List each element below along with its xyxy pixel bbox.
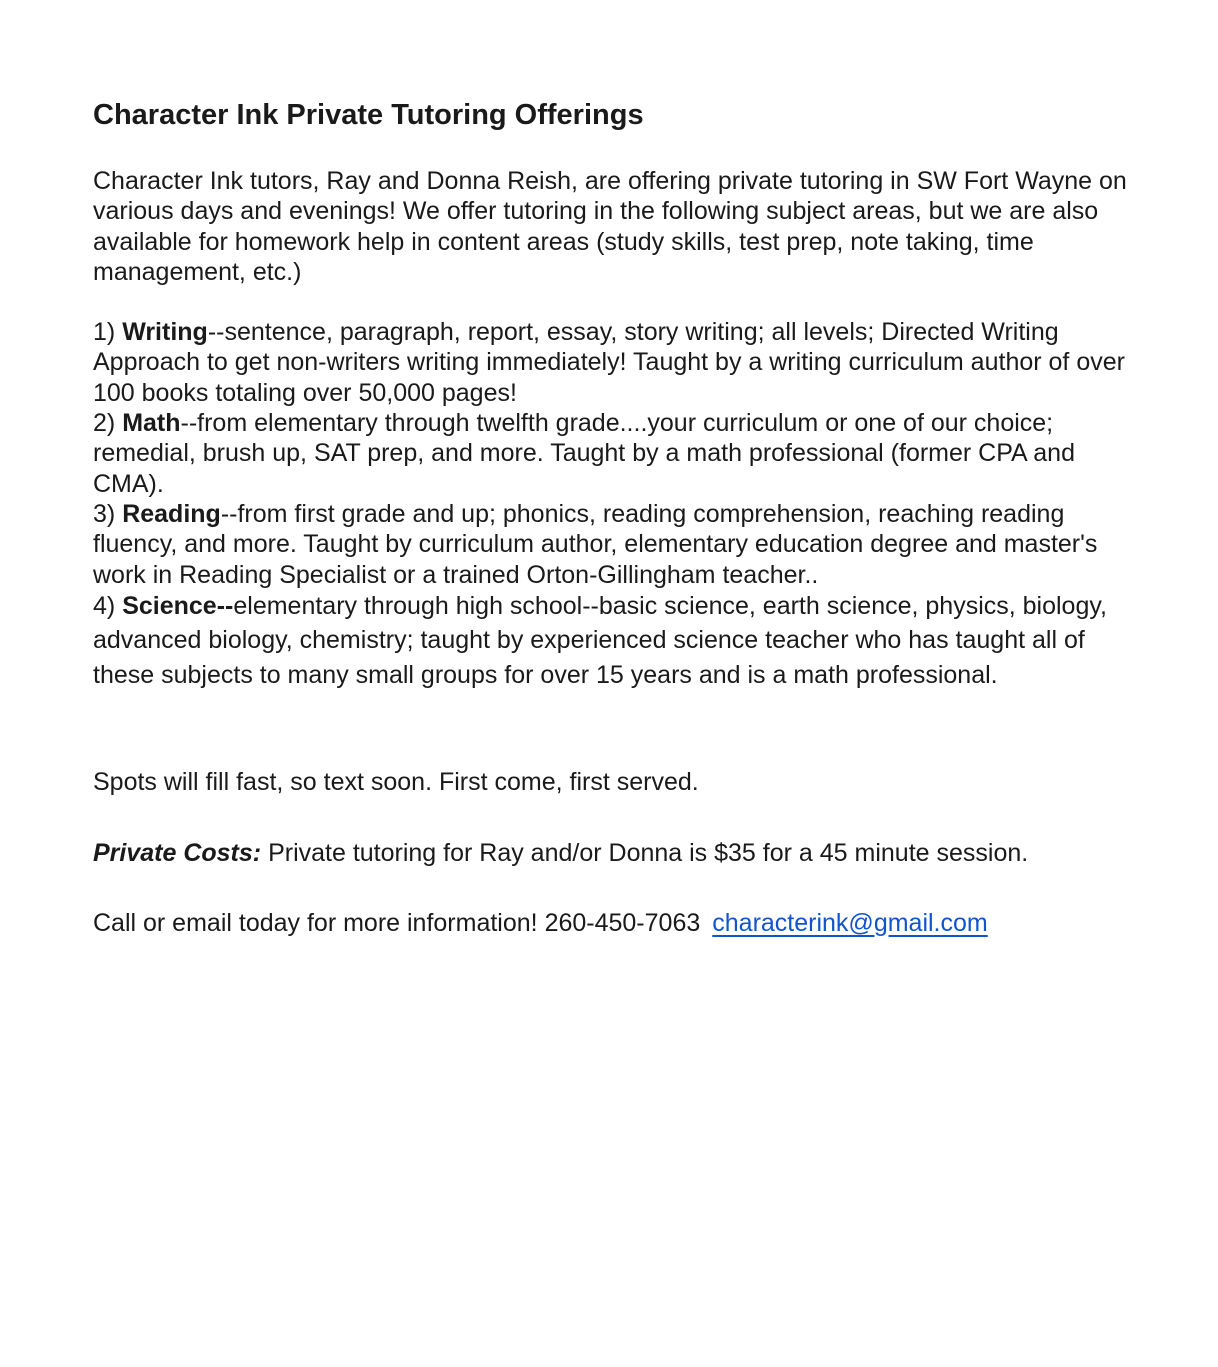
costs-text: Private tutoring for Ray and/or Donna is $35 for a 45 minute session. [261, 838, 1029, 867]
contact-text: Call or email today for more information! 260-450-7063 [93, 908, 701, 937]
email-link[interactable]: characterink@gmail.com [712, 908, 988, 937]
contact-paragraph [93, 908, 1133, 938]
offering-subject: Writing [122, 318, 208, 347]
offering-number: 4) [93, 591, 123, 620]
spots-note: Spots will fill fast, so text soon. First come, first served. [93, 768, 699, 797]
offering-description: --sentence, paragraph, report, essay, story writing; all levels; Directed Writing Approach to get non-writers writing immediately! Taught by a writing curriculum author of over 100 books totaling over 50,000 pages! [93, 318, 1125, 407]
offering-number: 3) [93, 499, 123, 528]
offering-reading [93, 499, 1133, 590]
offering-description: --from elementary through twelfth grade....your curriculum or one of our choice; remedial, brush up, SAT prep, and more. Taught by a math professional (former CPA and CMA). [93, 409, 1075, 498]
offering-description: elementary through high school--basic science, earth science, physics, biology, advanced biology, chemistry; taught by experienced science teacher who has taught all of these subjects to many small groups for over 15 years and is a math professional. [93, 591, 1107, 689]
intro-paragraph: Character Ink tutors, Ray and Donna Reish, are offering private tutoring in SW Fort Wayne on various days and evenings! We offer tutoring in the following subject areas, but we are also available for homework help in content areas (study skills, test prep, note taking, time management, etc.) [93, 167, 1127, 286]
costs-label: Private Costs: [93, 838, 262, 867]
offering-subject: Science-- [122, 591, 234, 620]
page-title: Character Ink Private Tutoring Offerings [93, 99, 644, 131]
offering-writing [93, 317, 1133, 408]
offering-math [93, 408, 1133, 499]
offering-number: 2) [93, 409, 123, 438]
costs-paragraph [93, 838, 1133, 868]
offerings-list [93, 317, 1133, 692]
document-page [93, 96, 1133, 938]
offering-subject: Reading [122, 499, 221, 528]
offering-subject: Math [122, 409, 181, 438]
offering-description: --from first grade and up; phonics, reading comprehension, reaching reading fluency, and more. Taught by curriculum author, elementary education degree and master's work in Reading Specialist or a trained Orton-Gillingham teacher.. [93, 499, 1098, 589]
offering-science [93, 589, 1133, 693]
offering-number: 1) [93, 318, 123, 347]
